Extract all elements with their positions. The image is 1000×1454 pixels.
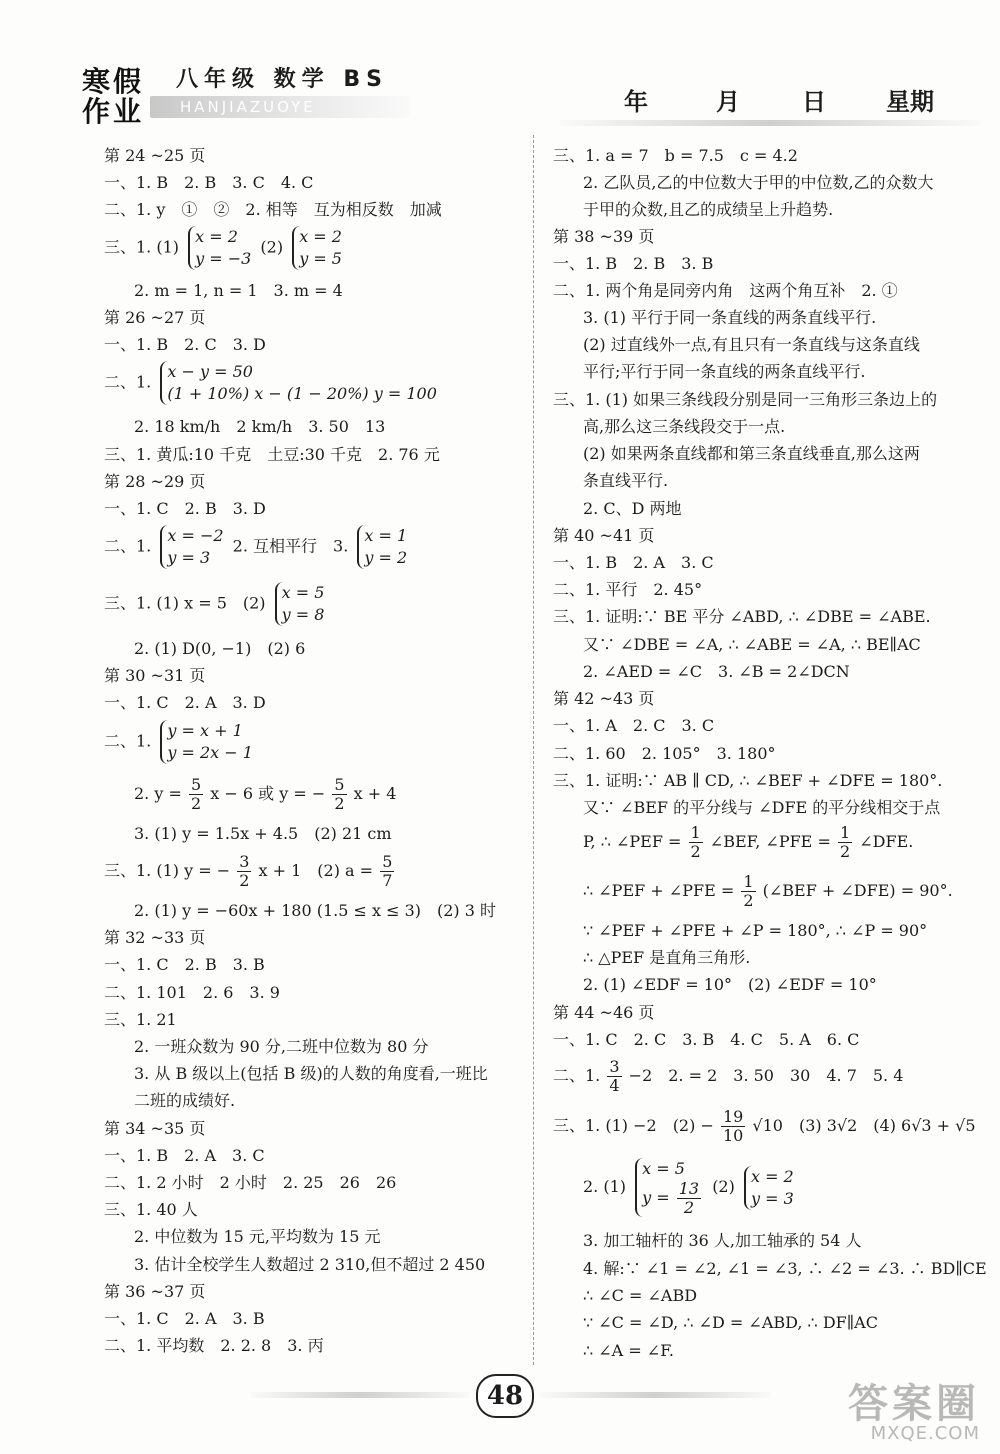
denominator: 2 [743,891,754,910]
denominator: 2 [690,842,701,861]
answer-line: 高,那么这三条线段交于一点. [583,417,786,436]
answer-line: 一、1. C 2. A 3. B [104,1309,265,1328]
answer-line: 3. (1) 平行于同一条直线的两条直线平行. [583,308,877,327]
answer-line [104,226,346,270]
header-divider [560,120,980,126]
equation-system [160,361,437,405]
numerator: 1 [743,872,754,891]
equation: y = 2x − 1 [167,743,253,762]
answer-line: 2. m = 1, n = 1 3. m = 4 [134,281,343,300]
equation: y = 2 [364,548,408,567]
answer-line: 三、1. 证明:∵ AB ∥ CD, ∴ ∠BEF + ∠DFE = 180°. [553,771,943,790]
answer-line: 二班的成绩好. [134,1091,236,1110]
answer-line: 2. ∠AED = ∠C 3. ∠B = 2∠DCN [583,662,850,681]
answer-line: 4. 解:∵ ∠1 = ∠2, ∠1 = ∠3, ∴ ∠2 = ∠3. ∴ BD∥CE [583,1259,987,1278]
answer-line: 3. 估计全校学生人数超过 2 310,但不超过 2 450 [134,1255,486,1274]
equation: y = x + 1 [167,721,243,740]
answer-line: 2. (1) y = −60x + 180 (1.5 ≤ x ≤ 3) (2) 3 时 [134,901,497,920]
numerator: 1 [690,823,701,842]
answer-line: 三、1. a = 7 b = 7.5 c = 4.2 [553,146,798,165]
equation: x = 2 [195,227,238,246]
equation: y = 3 [167,548,211,567]
section-heading: 第 38 ~39 页 [553,227,655,246]
answer-line: 二、1. 平行 2. 45° [553,580,703,599]
section-heading: 第 36 ~37 页 [104,1282,206,1301]
answer-line: 一、1. B 2. A 3. C [553,553,714,572]
answer-line: 一、1. C 2. B 3. B [104,955,265,974]
denominator: 2 [239,871,250,890]
answer-line [104,853,396,890]
answer-line: 三、1. 40 人 [104,1200,198,1219]
answer-text: −2 2. = 2 3. 50 30 4. 7 5. 4 [628,1066,904,1085]
section-heading: 第 34 ~35 页 [104,1119,206,1138]
answer-text: (2) [712,1177,735,1196]
answer-text: 二、1. [104,731,152,751]
section-heading: 第 30 ~31 页 [104,666,206,685]
answer-line: 三、1. (1) 如果三条线段分别是同一三角形三条边上的 [553,390,938,409]
answer-text: P, ∴ ∠PEF = [583,832,682,851]
answer-text: x + 4 [353,784,397,803]
equation-text: y = [642,1188,670,1207]
fraction [607,1058,621,1095]
answer-text: ∠DFE. [859,832,914,851]
equation-system [357,525,407,569]
answer-text: 二、1. [553,1066,601,1085]
section-heading: 第 24 ~25 页 [104,146,206,165]
answer-line [104,776,396,813]
answer-line: 于甲的众数,且乙的成绩呈上升趋势. [583,200,834,219]
answer-line: 3. 加工轴杆的 36 人,加工轴承的 54 人 [583,1231,862,1250]
section-heading: 第 40 ~41 页 [553,526,655,545]
equation-system [188,226,251,270]
answer-line: 一、1. C 2. B 3. D [104,499,266,518]
fraction [721,1108,745,1145]
denominator: 4 [609,1076,620,1095]
equation: x = 5 [642,1159,685,1178]
watermark [848,1372,980,1444]
fraction [689,824,703,861]
numerator: 3 [609,1057,620,1076]
equation: y = −3 [195,249,252,268]
answer-line: (2) 如果两条直线都和第三条直线垂直,那么这两 [583,444,920,463]
equation: x = 5 [281,583,325,602]
section-heading: 第 28 ~29 页 [104,472,206,491]
answer-line: ∵ ∠PEF + ∠PFE + ∠P = 180°, ∴ ∠P = 90° [583,921,928,940]
answer-text: 二、1. [104,372,152,392]
answer-line: 二、1. 60 2. 105° 3. 180° [553,744,776,763]
answer-line: ∵ ∠C = ∠D, ∴ ∠D = ∠ABD, ∴ DF∥AC [583,1313,878,1332]
fraction [677,1180,701,1217]
answer-line: 一、1. B 2. B 3. C 4. C [104,173,314,192]
answer-line: 3. 从 B 级以上(包括 B 级)的人数的角度看,一班比 [134,1064,488,1083]
watermark-url: MXQE.COM [870,1423,980,1444]
answer-line: 一、1. B 2. C 3. D [104,335,266,354]
answer-line: ∴ △PEF 是直角三角形. [583,948,751,967]
page-number: 48 [476,1374,534,1418]
logo [82,60,160,126]
logo-line1: 寒假 [82,65,145,98]
denominator: 10 [722,1126,744,1145]
answer-line: 二、1. 2 小时 2 小时 2. 25 26 26 [104,1173,397,1192]
fraction [838,824,852,861]
numerator: 19 [722,1107,744,1126]
answer-line: 2. 18 km/h 2 km/h 3. 50 13 [134,417,386,436]
answer-line [553,1058,903,1095]
answer-line: 条直线平行. [583,471,669,490]
answer-line [104,361,441,405]
answer-line: ∴ ∠A = ∠F. [583,1341,674,1360]
answer-text: 二、1. [104,536,152,556]
logo-line2: 作业 [82,95,145,128]
answer-text: ∠BEF, ∠PFE = [709,832,831,851]
equation: x = 2 [299,227,342,246]
date-year: 年 [624,88,648,116]
fraction [741,873,755,910]
watermark-logo: 答案圈 [848,1381,980,1427]
equation-system [744,1166,794,1210]
answer-text: ∴ ∠PEF + ∠PFE = [583,881,735,900]
answer-line: ∴ ∠C = ∠ABD [583,1286,698,1305]
answer-line: 2. 一班众数为 90 分,二班中位数为 80 分 [134,1037,429,1056]
denominator: 2 [334,794,345,813]
answer-line [104,582,328,626]
footer-divider-right [540,1392,770,1398]
answer-line: 一、1. C 2. A 3. D [104,693,266,712]
answer-line: 一、1. B 2. B 3. B [553,254,714,273]
answer-line: 平行;平行于同一条直线的两条直线平行. [583,362,866,381]
answer-line: 二、1. 两个角是同旁内角 这两个角互补 2. ① [553,281,898,300]
equation: x = 2 [750,1166,794,1186]
answer-line [553,873,953,910]
answer-line [104,525,411,569]
equation-system [635,1158,703,1217]
denominator: 7 [382,871,393,890]
denominator: 2 [683,1198,694,1217]
answer-text: x + 1 (2) a = [258,861,374,880]
footer-divider-left [250,1392,470,1398]
date-week: 星期 [886,88,934,116]
equation-system [160,720,253,764]
section-heading: 第 42 ~43 页 [553,689,655,708]
numerator: 3 [239,852,250,871]
equation-system [160,525,223,569]
answer-line: 2. C、D 两地 [583,499,682,518]
answer-line: 又∵ ∠DBE = ∠A, ∴ ∠ABE = ∠A, ∴ BE∥AC [583,635,921,654]
answer-line: 又∵ ∠BEF 的平分线与 ∠DFE 的平分线相交于点 [583,798,941,817]
equation [642,1180,703,1217]
answer-text: (∠BEF + ∠DFE) = 90°. [762,881,953,900]
answer-text: 三、1. (1) y = − [104,861,231,880]
header-bar [150,96,410,118]
column-divider [533,135,535,1365]
answer-line: 2. (1) D(0, −1) (2) 6 [134,639,306,658]
header-bar-text: HANJIAZUOYE [180,98,316,116]
answer-line: 一、1. B 2. A 3. C [104,1146,265,1165]
section-heading: 第 26 ~27 页 [104,308,206,327]
answer-text: 三、1. (1) −2 (2) − [553,1116,714,1135]
answer-text: 三、1. (1) [104,237,180,257]
section-heading: 第 32 ~33 页 [104,928,206,947]
answer-line: 2. (1) ∠EDF = 10° (2) ∠EDF = 10° [583,975,877,994]
numerator: 5 [334,775,345,794]
equation: (1 + 10%) x − (1 − 20%) y = 100 [167,384,437,403]
answer-line: 2. 乙队员,乙的中位数大于甲的中位数,乙的众数大 [583,173,934,192]
numerator: 5 [190,775,202,794]
equation: x − y = 50 [167,362,253,381]
answer-line: 三、1. 黄瓜:10 千克 土豆:30 千克 2. 76 元 [104,445,440,464]
numerator: 5 [382,852,393,871]
equation-system [292,226,342,270]
answer-text: 2. y = [134,784,182,803]
equation: x = −2 [167,526,224,545]
answer-line: 一、1. A 2. C 3. C [553,716,715,735]
answer-line: 二、1. y ① ② 2. 相等 互为相反数 加减 [104,200,442,219]
equation-system [275,582,325,626]
subject-title: 八年级 数学 BS [176,67,388,92]
equation: y = 8 [281,605,325,624]
answer-line [553,1158,798,1217]
answer-line: (2) 过直线外一点,有且只有一条直线与这条直线 [583,335,920,354]
denominator: 2 [839,842,851,861]
fraction [237,853,251,890]
equation: x = 1 [364,526,408,545]
answer-line: 3. (1) y = 1.5x + 4.5 (2) 21 cm [134,824,392,843]
answer-line [104,720,257,764]
answer-text: √10 (3) 3√2 (4) 6√3 + √5 [752,1116,976,1135]
fraction [332,776,346,813]
equation: y = 3 [750,1188,794,1208]
answer-text: 三、1. (1) x = 5 (2) [104,593,266,613]
denominator: 2 [190,794,202,813]
answer-line: 二、1. 101 2. 6 3. 9 [104,983,280,1002]
equation: y = 5 [299,249,342,268]
section-heading: 第 44 ~46 页 [553,1003,655,1022]
answer-line: 三、1. 21 [104,1010,177,1029]
answer-line: 二、1. 平均数 2. 2. 8 3. 丙 [104,1336,324,1355]
answer-line: 2. 中位数为 15 元,平均数为 15 元 [134,1227,381,1246]
answer-line: 三、1. 证明:∵ BE 平分 ∠ABD, ∴ ∠DBE = ∠ABE. [553,607,931,626]
answer-text: (2) [260,237,284,257]
answer-text: 2. 互相平行 3. [232,536,349,556]
page-header [0,0,1000,140]
answer-text: 2. (1) [583,1177,627,1196]
date-month: 月 [716,88,740,116]
numerator: 1 [839,823,851,842]
answer-line [553,1108,976,1145]
fraction [189,776,203,813]
date-day: 日 [802,88,826,116]
numerator: 13 [678,1179,700,1198]
answer-text: x − 6 或 y = − [210,784,326,803]
answer-line: 一、1. C 2. C 3. B 4. C 5. A 6. C [553,1030,860,1049]
answer-line [553,824,913,861]
fraction [380,853,394,890]
